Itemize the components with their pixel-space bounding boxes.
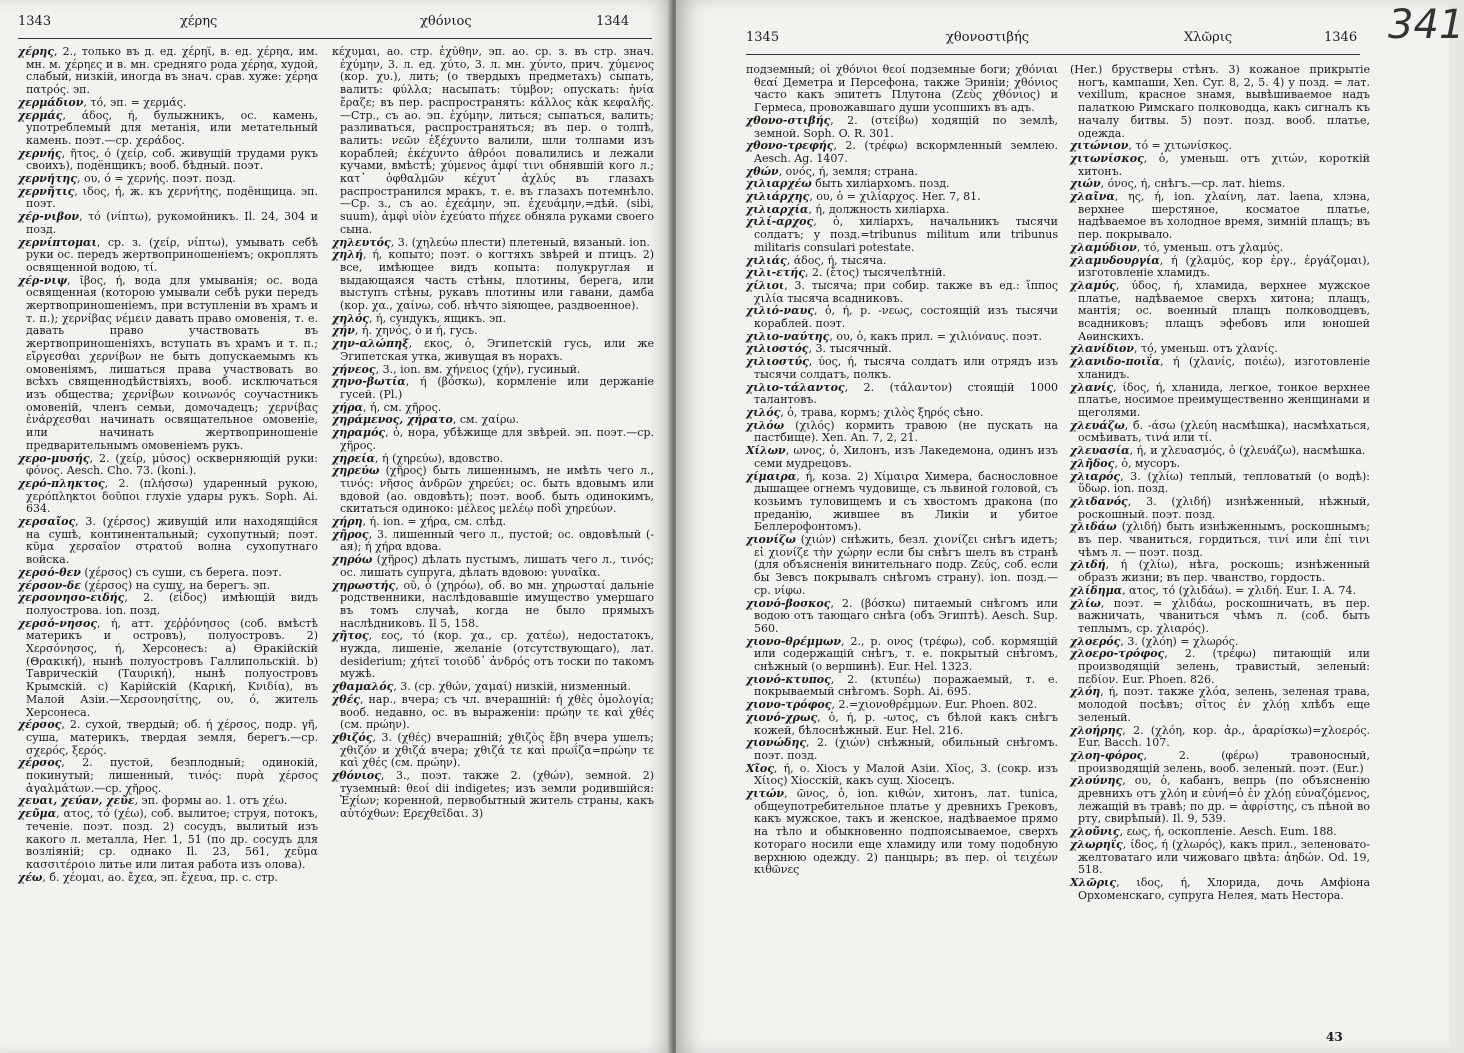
dictionary-entry (746, 471, 1058, 535)
entry-definition: , 3. (χηλεύω плести) плетеный, вязаный. ion. (390, 235, 650, 249)
entry-headword: χηνο-βωτία (332, 375, 406, 389)
entry-definition: , 2. (ἔτος) тысячелѣтній. (804, 266, 946, 280)
entry-headword: χῆρος (332, 527, 369, 541)
entry-headword: χίλιοι (746, 278, 785, 292)
entry-headword: χλιδάω (1070, 520, 1117, 534)
dictionary-entry (746, 216, 1058, 254)
column-1344 (332, 46, 654, 1046)
entry-definition: , ὁ, ή, р. -νεως, состоящій изъ тысячи кораблей. поэт. (754, 304, 1058, 331)
entry-headword: χιλι-ετής (746, 266, 805, 280)
entry-headword: χλίδημα (1070, 583, 1123, 597)
entry-headword: χέρσος (18, 756, 62, 770)
dictionary-entry (332, 338, 654, 363)
entry-definition: , 2. (τρέφω) вскормленный землею. Aesch. Ag. 1407. (754, 139, 1058, 165)
entry-definition: , ιδος, ή, ж. къ χερνήτης, подёнщица. эп. поэт. (26, 184, 318, 211)
entry-headword: χλοῦνις (1070, 825, 1120, 839)
entry-headword: χέρ-νιψ (18, 273, 68, 287)
entry-definition: , ῶνος, ὁ, ion. κιθών, хитонъ, лат. tunica, общеупотребительное платье у древнихъ Грековъ, какъ мужское, такъ и женское, надѣваемое прямо на тѣло и обыкновенно подпоясываемое, сверхъ котораго носили еще хламиду или тому подобную верхнюю одежду. 2) панцырь; въ пер. οἱ τειχέων κιθῶνες (754, 787, 1058, 877)
entry-definition: , τό, уменьш. отъ χλανίς. (1134, 342, 1278, 356)
entry-definition: , ου, ὁ, кабанъ, вепрь (по объясненію древнихъ отъ χλόη и εὐνή=ὁ ἐν χλόῃ εὐναζόμενος, лежащій въ травѣ; по др. = ἀφρίστης, съ пѣной во рту, свирѣпый). Il. 9, 539. (1078, 774, 1370, 826)
entry-headword: χλιαρός (1070, 469, 1121, 483)
dictionary-entry (1070, 648, 1370, 686)
entry-headword: χλαῖνα (1070, 190, 1115, 204)
entry-definition: , ή (βόσκω), кормленіе или держаніе гусей. (Pl.) (340, 375, 654, 401)
entry-headword: χερμάς (18, 108, 63, 122)
entry-headword: χέρσον-δε (18, 578, 81, 592)
entry-headword: χλοερός (1070, 634, 1121, 648)
dictionary-entry (18, 478, 318, 516)
entry-headword: χηλή (332, 248, 363, 262)
entry-definition: , 2. (χιών) снѣжный, обильный снѣгомъ. поэт. позд. (754, 736, 1058, 762)
dictionary-entry (1070, 471, 1370, 496)
entry-definition: , 2. (στείβω) ходящій по землѣ, земной. Soph. O. R. 301. (754, 113, 1058, 140)
dictionary-entry (332, 427, 654, 452)
dictionary-entry (18, 275, 318, 453)
entry-definition: (χλιδή) быть изнѣженнымъ, роскошнымъ; въ пер. чваниться, гордиться, τινί или ἐπί τινι чѣмъ л. — поэт. позд. (1078, 520, 1370, 559)
dictionary-entry (332, 580, 654, 631)
dictionary-entry (746, 534, 1058, 598)
entry-headword: χλευασία (1070, 444, 1130, 458)
dictionary-entry (1070, 420, 1370, 445)
entry-definition: , 3. (ср. χθών, χαμαί) низкій, низменный. (393, 680, 631, 694)
entry-definition: (χῆρος) быть лишеннымъ, не имѣть чего л., τινός: νῆσος ἀνδρῶν χηρεύει; ос. быть вдовымъ или вдовой (ао. овдовѣть); поэт. вооб. быть одинокимъ, скитаться одиноко: μέλεος μελέῳ ποδὶ χηρεύων. (340, 464, 654, 516)
entry-definition: , ή. ion. = χήρα, см. слѣд. (362, 515, 506, 529)
dictionary-entry (18, 808, 318, 872)
right-leaf (676, 0, 1464, 1053)
entry-definition: , ή, должность хиліарха. (808, 202, 950, 216)
entry-headword: χήνεος (332, 362, 376, 376)
entry-definition: , τό (νίπτω), рукомойникъ. Il. 24, 304 и позд. (26, 210, 318, 236)
entry-definition: κέχυμαι, ао. стр. ἐχύθην, эп. ао. ср. з. въ стр. знач. ἐχύμην, 3. л. ед. χύτο, 3. л. мн. χύντο, прич. χύμενος (кор. χυ.), лить; (о твердыхъ предметахъ) сыпать, валить: φύλλα; насыпать: τύμβον; опускать: ἡνία ἔραζε; въ пер. распространять: κάλλος κὰκ κεφαλῆς.—Стр., съ ао. эп. ἐχύμην, литься; сыпаться, валить; разливаться, распространяться; въ пер. о толпѣ, валить: νεῶν ἐξέχυντο валили, шли толпами изъ кораблей; ἐκέχυντο ἀθρόοι повалились и лежали кучами, вмѣстѣ; χύμενος ἀμφί τινι обнявшій кого л.; κατ᾽ ὀφθαλμῶν κέχυτ᾽ ἀχλύς въ глазахъ распространился мракъ, т. е. въ глазахъ потемнѣло.—Ср. з., съ ао. ἐχεάμην, эп. ἐχευάμην,=дѣй. (sibi, suum), ἀμφὶ υἱὸν ἐχεύατο πήχεε обняла руками своего сына. (332, 45, 654, 236)
entry-definition: , ύος, ή, тысяча солдатъ или отрядъ изъ тысячи солдатъ, полкъ. (754, 355, 1058, 381)
entry-headword: χλαμύς (1070, 278, 1116, 292)
entry-headword: χλανίς (1070, 380, 1114, 394)
entry-definition: , ίδος, ή, хланида, легкое, тонкое верхнее платье, носимое преимущественно женщинами и щеголями. (1078, 380, 1370, 419)
entry-headword: χερμάδιον (18, 95, 84, 109)
entry-definition: (Her.) брустверы стѣнъ. 3) кожаное прикрытіе ногъ, кампаши, Xen. Cyr. 8, 2, 5. 4) у позд. = лат. vexillum, красное знамя, вывѣшиваемое надъ палаткою Римскаго полководца, какъ сигналъ къ началу битвы. 5) поэт. позд. вооб. платье, одежда. (1070, 63, 1370, 140)
dictionary-entry (18, 719, 318, 757)
entry-headword: χιών (1070, 177, 1101, 191)
entry-headword: χερσό-νησος (18, 616, 98, 630)
entry-definition: , τό = χιτωνίσκος. (1128, 139, 1232, 153)
entry-headword: χθαμαλός (332, 680, 394, 694)
dictionary-entry (332, 46, 654, 237)
entry-definition: (χῆρος) дѣлать пустымъ, лишать чего л., τινός; ос. лишать супруга, дѣлать вдовою: γυναῖκα. (340, 553, 654, 579)
dictionary-entry (18, 872, 318, 885)
entry-definition: , ὁ, хиліархъ, начальникъ тысячи солдатъ; у позд.=tribunus militum или tribunus militaris consulari potestate. (754, 215, 1058, 254)
entry-headword: χιτωνίσκος (1070, 151, 1144, 165)
entry-headword: χλαμύδιον (1070, 240, 1137, 254)
entry-definition: , άδος, ή, булыжникъ, ос. камень, употреблемый для метанія, или метательный камень. поэт.—ср. χεράδος. (26, 108, 318, 147)
dictionary-entry (18, 592, 318, 617)
dictionary-entry (332, 529, 654, 554)
dictionary-entry (18, 110, 318, 148)
entry-definition: , 2. (τάλαντον) стоящій 1000 талантовъ. (754, 380, 1058, 407)
dictionary-entry (332, 465, 654, 516)
entry-headword: χθονο-τρεφής (746, 139, 834, 153)
dictionary-entry (1070, 153, 1370, 178)
entry-definition: , τό, уменьш. отъ χλαμύς. (1136, 240, 1284, 254)
dictionary-entry (18, 211, 318, 236)
entry-definition: , ύδος, ή, хламида, верхнее мужское платье, надѣваемое сверхъ хитона; плащъ, мантія; ос. военный плащъ полководцевъ, всадниковъ; плащъ эфебовъ или юношей Аѳинскихъ. (1078, 278, 1370, 343)
dictionary-entry (332, 376, 654, 401)
entry-definition: , εος, τό (кор. χα., ср. χατέω), недостатокъ, нужда, лишеніе, желаніе (отсутствующаго), лат. desiderium; χήτεϊ τοιοῦδ᾽ ἀνδρός отъ тоски по такомъ мужѣ. (340, 629, 654, 681)
entry-definition: , ου, ὁ = χιλίαρχος. Her. 7, 81. (809, 190, 981, 204)
entry-headword: χιονο-τρόφος (746, 698, 832, 712)
dictionary-entry (746, 445, 1058, 470)
entry-definition: , ὁ, ή, р. -ωτος, съ бѣлой какъ снѣгъ кожей, бѣлоснѣжный. Eur. Hel. 216. (754, 710, 1058, 737)
entry-definition: , ή, коза. 2) Χίμαιρα Химера, баснословное дышащее огнемъ чудовище, съ львиной головой, съ козьимъ туловищемъ и съ хвостомъ дракона (по преданію, жившее въ Ликіи и убитое Беллерофонтомъ). (754, 469, 1058, 534)
entry-definition: , нар., вчера; съ чл. вчерашній: ή χθὲς ὁμολογία; вооб. недавно, ос. въ выраженіи: πρώην τε καὶ χθές (см. πρώην). (340, 692, 654, 732)
entry-headword: χλούνης (1070, 774, 1123, 788)
entry-definition: , 2.=χιονοθρέμμων. Eur. Phoen. 802. (831, 698, 1038, 712)
entry-headword: χιλός (746, 405, 781, 419)
entry-headword: χιονο-θρέμμων (746, 634, 841, 648)
entry-definition: , ίδος, ή (χλωρός), какъ прил., зеленовато-желтоватаго или чижоваго цвѣта: ἀηδών. Od. 19, 518. (1078, 837, 1370, 877)
dictionary-entry (1070, 686, 1370, 724)
guideword-1343: χέρης (180, 14, 218, 29)
dictionary-entry (746, 598, 1058, 636)
entry-definition: , ή, см. χῆρος. (363, 400, 442, 414)
entry-definition: , 2. (χείρ, μύσος) оскверняющій руки: φόνος. Aesch. Cho. 73. (koni.). (26, 451, 318, 478)
entry-headword: χθές (332, 692, 360, 706)
dictionary-entry (18, 453, 318, 478)
entry-headword: χιτώνιον (1070, 139, 1129, 153)
entry-headword: χῆτος (332, 629, 369, 643)
entry-headword: χηράμενος, χήρατο (332, 413, 453, 427)
entry-headword: χιλόω (746, 418, 785, 432)
page-number-1344: 1344 (596, 14, 630, 29)
entry-headword: χεῦμα (18, 807, 57, 821)
dictionary-entry (1070, 521, 1370, 559)
dictionary-entry (1070, 775, 1370, 826)
entry-definition: , τό, эп. = χερμάς. (83, 95, 187, 109)
entry-definition: , 2. (πλήσσω) ударенный рукою, χερόπληκτοι δοῦποι глухіе удары рукъ. Soph. Ai. 634. (26, 476, 318, 516)
entry-headword: χέρσος (18, 718, 62, 732)
entry-definition: , 2. (χλόη, кор. ἀρ., ἀραρίσκω)=χλοερός. Eur. Bacch. 107. (1078, 723, 1370, 750)
entry-headword: χθιζός (332, 730, 373, 744)
entry-definition: , άδος, ή, тысяча. (786, 253, 887, 267)
entry-headword: χέρης (18, 45, 54, 58)
entry-headword: χλίω (1070, 596, 1101, 610)
dictionary-entry (746, 64, 1058, 115)
dictionary-entry (746, 305, 1058, 330)
entry-headword: χλωρηΐς (1070, 837, 1123, 851)
dictionary-entry (18, 757, 318, 795)
entry-headword: χέρ-νιβον (18, 210, 80, 224)
entry-headword: χερνής (18, 146, 62, 160)
entry-definition: , ή (χλανίς, ποιέω), изготовленіе хланидъ. (1078, 355, 1370, 381)
entry-headword: χλοερο-τρόφος (1070, 647, 1165, 661)
entry-headword: χιονό-χρως (746, 710, 818, 724)
dictionary-entry (332, 694, 654, 732)
entry-definition: , 3. (χθές) вчерашній; χθιζὸς ἔβη вчера ушелъ; χθιζόν и χθιζά вчера; χθιζά τε καὶ πρωΐζα=πρώην τε καὶ χθές (см. πρώην). (340, 730, 654, 770)
entry-headword: χήρη (332, 515, 363, 529)
entry-definition: , поэт. = χλιδάω, роскошничать, въ пер. важничать, чваниться чѣмъ л. (соб. быть теплымъ, ср. χλιαρός). (1078, 596, 1370, 635)
column-1343 (18, 46, 318, 1046)
entry-definition: , 3. (χλίω) теплый, тепловатый (о водѣ): ὕδωρ. ion. позд. (1078, 469, 1370, 496)
entry-definition: подземный; οἱ χθόνιοι θεοί подземные боги; χθόνιαι θεαί Деметра и Персефона, также Эриніи; χθόνιος часто какъ эпитетъ Плутона (Ζεὺς χθόνιος) и Гермеса, провожавшаго души усопшихъ въ адъ. (746, 63, 1058, 115)
entry-headword: χηρεία (332, 451, 376, 465)
entry-definition: , ῖβος, ή, вода для умыванія; ос. вода освященная (которою умывали себѣ руки передъ жертвоприношеніемъ, при вступленіи въ храмъ и т. п.); χερνίβας νέμειν давать право омовенія, т. е. давать право участвовать въ жертвоприношеніяхъ, вступать въ храмъ и т. п.; εἴργεσθαι χερνίβων не быть допускаемымъ къ омовеніямъ, лишаться права участвовать во всѣхъ священнодѣйствіяхъ, вооб. исключаться изъ общества; χερνίβων κοινωνός соучастникъ омовеній, членъ семьи, домочадецъ; χερνίβας ἐνάρχεσθαι начинать освящательное омовеніе, или начинать жертвоприношеніе предварительнымъ омовеніемъ рукъ. (26, 273, 318, 452)
entry-headword: χιλιο-ναύτης (746, 329, 830, 343)
dictionary-entry (1070, 280, 1370, 344)
entry-headword: χερό-πληκτος (18, 476, 105, 490)
dictionary-entry (332, 770, 654, 821)
dictionary-entry (746, 737, 1058, 762)
entry-definition: , ὁ, уменьш. отъ χιτών, короткій хитонъ. (1078, 151, 1370, 178)
entry-headword: χιλιάρχης (746, 190, 810, 204)
entry-headword: χλευάζω (1070, 418, 1125, 432)
dictionary-entry (1070, 255, 1370, 280)
entry-headword: χιλιοστός (746, 342, 809, 356)
entry-definition: , б. χέομαι, ао. ἔχεα, эп. ἔχευα, пр. с. стр. (42, 870, 278, 884)
entry-headword: χηραμός (332, 426, 386, 440)
entry-headword: χην-αλώπηξ (332, 337, 409, 351)
dictionary-entry (1070, 877, 1370, 902)
dictionary-entry (746, 712, 1058, 737)
page-number-1345: 1345 (746, 30, 780, 45)
entry-definition: , ή. χηνός, ὁ и ή, гусь. (354, 324, 478, 338)
entry-headword: Χλῶρις (1070, 876, 1117, 889)
entry-headword: χλιδανός (1070, 494, 1128, 508)
dictionary-entry (1070, 559, 1370, 584)
entry-definition: , ή, о. Хіосъ у Малой Азіи. Χῖος, 3. (сокр. изъ Χίιος) Хіосскій, какъ сущ. Хіосецъ. (754, 761, 1058, 788)
entry-headword: χερσονησο-ειδής (18, 591, 125, 605)
entry-definition: , ου, ὁ, какъ прил. = χιλιόναυς. поэт. (829, 329, 1042, 343)
entry-definition: (χέρσος) на сушу, на берегъ. эп. (80, 578, 271, 592)
entry-definition: , ατος, τό (χλιδάω). = χλιδή. Eur. I. A. 74. (1122, 583, 1356, 597)
entry-definition: , 2. сухой, твердый; об. ή χέρσος, подр. γῆ, суша, материкъ, твердая земля, берегъ.—ср. σχερός, ξερός. (26, 718, 318, 757)
entry-headword: χερνῆτις (18, 184, 75, 198)
entry-headword: χερνήτης (18, 172, 77, 186)
dictionary-entry (18, 237, 318, 275)
entry-definition: , ή, атт. χεῤῥόνησος (соб. вмѣстѣ материкъ и островъ), полуостровъ. 2) Χερσόνησος, ή, Херсонесъ: a) Ѳракійскій (Θρακική), нынѣ полуостровъ Галлипольскій. b) Таврическій (Ταυρική), нынѣ полуостровъ Крымскій. c) Карійскій (Καρική, Κνιδία), въ Малой Азіи.—Χερσονησίτης, ου, ό, житель Херсонеса. (26, 616, 318, 719)
entry-definition: , 2. (εἶδος) имѣющій видъ полуострова. ion. позд. (26, 591, 318, 617)
guideword-1345: χθονοστιβής (946, 30, 1030, 45)
entry-definition: , ιδος, ή, Хлорида, дочь Амфіона Орхоменскаго, супруга Нелея, мать Нестора. (1078, 876, 1370, 902)
entry-definition: , 2. (τρέφω) питающій или производящій зелень, травистый, зеленый: πεδίον. Eur. Phoen. 826. (1078, 647, 1370, 686)
dictionary-entry (746, 280, 1058, 305)
entry-headword: χιλιαρχέω (746, 177, 812, 191)
guideword-1344: χθόνιος (420, 14, 472, 29)
dictionary-entry (18, 186, 318, 211)
entry-definition: , 3., ion. вм. χήνειος (χήν), гусиный. (375, 362, 581, 376)
dictionary-entry (332, 630, 654, 681)
entry-definition: (χιλός) кормить травою (не пускать на пастбище). Xen. An. 7, 2, 21. (754, 418, 1058, 445)
entry-headword: χλαμυδουργία (1070, 253, 1160, 267)
entry-definition: , ή (χλίω), нѣга, роскошь; изнѣженный образъ жизни; въ пер. чванство, гордость. (1078, 558, 1370, 585)
entry-headword: χερνίπτομαι (18, 235, 97, 249)
dictionary-entry (1070, 839, 1370, 877)
entry-headword: χθόνιος (332, 769, 381, 783)
entry-headword: χλανίδιον (1070, 342, 1134, 356)
entry-definition: , ή, сундукъ, ящикъ. эп. (368, 311, 506, 325)
dictionary-entry (746, 674, 1058, 699)
entry-headword: χιλιαρχία (746, 202, 809, 216)
entry-headword: χέω (18, 870, 43, 884)
entry-definition: , ὁ, трава, кормъ; χιλὸς ξηρός сѣно. (780, 405, 984, 419)
dictionary-entry (746, 115, 1058, 140)
entry-headword: χηρωστής (332, 578, 396, 592)
entry-definition: , 2., р. ονος (τρέφω), соб. кормящій или содержащій снѣгъ, т. е. покрытый снѣгомъ, снѣжный (о вершинѣ). Eur. Hel. 1323. (754, 634, 1058, 674)
guideword-1346: Χλῶρις (1184, 30, 1233, 45)
entry-headword: χιλιάς (746, 253, 787, 267)
entry-headword: χηρόω (332, 553, 373, 567)
entry-definition: , ή, копыто; поэт. о когтяхъ звѣрей и птицъ. 2) все, имѣющее видъ копыта: полукруглая и выдающаяся часть стѣны, плотины, берега, или выступъ стѣны, рукавъ плотины или гавани, дамба (кор. χα., χαίνω, соб. нѣчто зіяющее, раздвоенное). (340, 248, 654, 313)
entry-definition: , ή (χλαμύς, кор ἐργ., ἐργάζομαι), изготовленіе хламидъ. (1078, 253, 1370, 280)
dictionary-entry (746, 420, 1058, 445)
column-1345 (746, 64, 1058, 1039)
entry-headword: χλόη (1070, 685, 1101, 699)
entry-definition: , 2. (φέρω) травоносный, производящій зелень, вооб. зеленый. поэт. (Eur.) (1078, 748, 1370, 775)
entry-definition: , б. -άσω (χλεύη насмѣшка), насмѣхаться, осмѣивать, τινά или τί. (1078, 418, 1370, 445)
entry-definition: , см. χαίρω. (452, 413, 519, 427)
entry-definition: , εως, ή, оскопленіе. Aesch. Eum. 188. (1119, 825, 1337, 839)
header-rule-right (746, 54, 1360, 55)
entry-headword: χερσό-θεν (18, 565, 81, 579)
entry-headword: χθονο-στιβής (746, 113, 831, 127)
entry-headword: χλοήρης (1070, 723, 1123, 737)
entry-definition: , ή, поэт. также χλόα, зелень, зеленая трава, молодой посѣвъ; σῖτος ἐν χλόῃ хлѣбъ еще зеленый. (1078, 685, 1370, 724)
entry-definition: , эп. формы ао. 1. отъ χέω. (134, 794, 288, 808)
entry-definition: , ὁ, мусоръ. (1114, 456, 1181, 470)
entry-headword: χήν (332, 324, 355, 338)
entry-definition: , όνος, ή, снѣгъ.—ср. лат. hiems. (1100, 177, 1286, 191)
dictionary-entry (18, 516, 318, 567)
dictionary-entry (1070, 750, 1370, 775)
dictionary-entry (1070, 598, 1370, 636)
entry-headword: χίμαιρα (746, 469, 797, 483)
entry-definition: , 3., поэт. также 2. (χθών), земной. 2) туземный: θεοί dii indigetes; изъ земли родившійся: Ἐχίων; коренной, первобытный житель страны, какъ αὐτόχθων: Ερεχθεῖδαι. 3) (340, 769, 654, 821)
entry-definition: , εκος, ὁ, Эгипетскій гусь, или же Эгипетская утка, живущая въ норахъ. (340, 337, 654, 363)
dictionary-entry (18, 148, 318, 173)
entry-headword: χιονώδης (746, 736, 807, 750)
entry-definition: , ή (χηρεύω), вдовство. (375, 451, 504, 465)
dictionary-entry (746, 788, 1058, 877)
entry-definition: , οῦ, ὁ (χηρόω), об. во мн. χηρωσταί дальніе родственники, наслѣдовавшіе имущество умершаго въ томъ случаѣ, когда не было прямыхъ наслѣдниковъ. Il 5, 158. (340, 578, 654, 630)
entry-headword: χλοη-φόρος (1070, 748, 1144, 762)
entry-definition: , ῆτος, ό (χείρ, соб. живущій трудами рукъ своихъ), подёнщикъ; вооб. бѣдный. поэт. (26, 146, 318, 173)
entry-definition: , ης, ή, ion. χλαίνη, лат. laena, хлэна, верхнее шерстяное, косматое платье, надѣваемое въ холодное время, зимній плащъ; въ пер. покрывало. (1078, 190, 1370, 242)
entry-headword: χιλιο-τάλαντος (746, 380, 845, 394)
entry-headword: χιονίζω (746, 533, 796, 547)
entry-definition: , 2. пустой, безплодный; одинокій, покинутый; лишенный, τινός: πυρὰ χέρσος ἀγαλμάτων.—ср. χῆρος. (26, 756, 318, 795)
entry-headword: χλιδή (1070, 558, 1106, 572)
entry-definition: , 2. (κτυπέω) поражаемый, т. е. покрываемый снѣгомъ. Soph. Ai. 695. (754, 672, 1058, 699)
dictionary-entry (1070, 382, 1370, 420)
entry-headword: χλανιδο-ποιΐα (1070, 355, 1161, 369)
entry-definition: (χιών) снѣжить, безл. χιονίζει снѣгъ идетъ; εἰ χιονίζε τὴν χώρην если бы снѣгъ шелъ въ странѣ (для объясненія винительнаго подр. Ζεύς, соб. если бы Зевсъ покрывалъ снѣгомъ страну). ion. позд.—ср. νίφω. (754, 533, 1058, 597)
dictionary-entry (746, 140, 1058, 165)
entry-headword: χερο-μυσής (18, 451, 90, 465)
entry-definition: , 2., только въ д. ед. χέρηϊ, в. ед. χέρηα, им. мн. м. χέρηες и в. мн. средняго рода χέρηα, худой, слабый, низкій, иногда въ знач. срав. хуже: χέρηα πατρός. эп. (26, 45, 318, 97)
entry-definition: , 2. (βόσκω) питаемый снѣгомъ или водою отъ тающаго снѣга (объ Эгиптѣ). Aesch. Sup. 560. (754, 596, 1058, 635)
entry-definition: , ср. з. (χείρ, νίπτω), умывать себѣ руки ос. передъ жертвоприношеніемъ; окроплять освященной водою, τί. (26, 235, 318, 274)
entry-definition: , 3. лишенный чего л., пустой; ос. овдовѣлый (-ая); ή χήρα вдова. (340, 527, 654, 554)
dictionary-entry (746, 636, 1058, 674)
dictionary-entry (1070, 725, 1370, 750)
margin-annotation: 341 (1388, 2, 1464, 48)
dictionary-entry (18, 46, 318, 97)
entry-definition: , 3. (χλιδή) изнѣженный, нѣжный, роскошный. поэт. позд. (1078, 494, 1370, 521)
entry-headword: χιονό-βοσκος (746, 596, 831, 610)
dictionary-entry (1070, 356, 1370, 381)
dictionary-entry (746, 356, 1058, 381)
dictionary-entry (332, 554, 654, 579)
entry-headword: χερσαῖος (18, 515, 76, 529)
entry-headword: χιλιοστύς (746, 355, 809, 369)
dictionary-entry (1070, 496, 1370, 521)
entry-headword: χηρεύω (332, 464, 380, 478)
entry-definition: , 3. тысячный. (808, 342, 892, 356)
dictionary-entry (746, 763, 1058, 788)
page-number-1346: 1346 (1324, 30, 1358, 45)
entry-headword: χλῆδος (1070, 456, 1115, 470)
column-1346 (1070, 64, 1370, 1024)
dictionary-entry (1070, 64, 1370, 140)
entry-headword: χευαι, χεύαν, χεῦε (18, 794, 135, 808)
entry-definition: , ονός, ή, земля; страна. (778, 164, 918, 178)
dictionary-entry (332, 732, 654, 770)
entry-headword: χηλευτός (332, 235, 391, 249)
entry-headword: χιλιό-ναυς (746, 304, 814, 318)
entry-definition: , 3. тысяча; при собир. также въ ед.: ἵππος χιλία тысяча всадниковъ. (754, 278, 1058, 305)
entry-headword: Χίλων (746, 444, 786, 458)
entry-definition: , ωνος, ὁ, Хилонъ, изъ Лакедемона, одинъ изъ семи мудрецовъ. (754, 444, 1058, 470)
dictionary-entry (1070, 191, 1370, 242)
entry-headword: χήρα (332, 400, 364, 414)
header-rule-left (18, 38, 652, 39)
entry-definition: , ατος, τό (χέω), соб. вылитое; струя, потокъ, теченіе. поэт. позд. 2) сосудъ, вылитый изъ какого л. металла, Her. 1, 51 (по др. сосудъ для возліяній; ср. однако Il. 23, 561, χεῦμα κασσιτέροιο литье или литая работа изъ олова). (26, 807, 318, 871)
entry-definition: быть хиліархомъ. позд. (811, 177, 950, 191)
left-leaf (0, 0, 672, 1053)
entry-headword: χιτών (746, 787, 785, 801)
dictionary-entry (746, 382, 1058, 407)
entry-headword: Χῖος (746, 761, 774, 775)
entry-headword: χθών (746, 164, 779, 178)
entry-definition: , ὁ, нора, убѣжище для звѣрей. эп. поэт.—ср. χῆρος. (340, 426, 654, 452)
entry-headword: χιλί-αρχος (746, 215, 814, 229)
dictionary-entry (18, 618, 318, 720)
entry-headword: χιονό-κτυπος (746, 672, 831, 686)
footer-signature: 43 (1326, 1030, 1343, 1044)
dictionary-entry (332, 249, 654, 313)
entry-definition: , ου, ό = χερνής. поэт. позд. (76, 172, 236, 186)
page-number-1343: 1343 (18, 14, 52, 29)
entry-definition: , 3. (χλόη) = χλωρός. (1120, 634, 1239, 648)
entry-headword: χηλός (332, 311, 369, 325)
entry-definition: , ή, и χλευασμός, ὁ (χλευάζω), насмѣшка. (1129, 444, 1366, 458)
entry-definition: , 3. (χέρσος) живущій или находящійся на сушѣ, континентальный; сухопутный; поэт. κῦμα χερσαῖον στρατοῦ волна сухопутнаго войска. (26, 515, 318, 567)
entry-definition: (χέρσος) съ суши, съ берега. поэт. (80, 565, 282, 579)
